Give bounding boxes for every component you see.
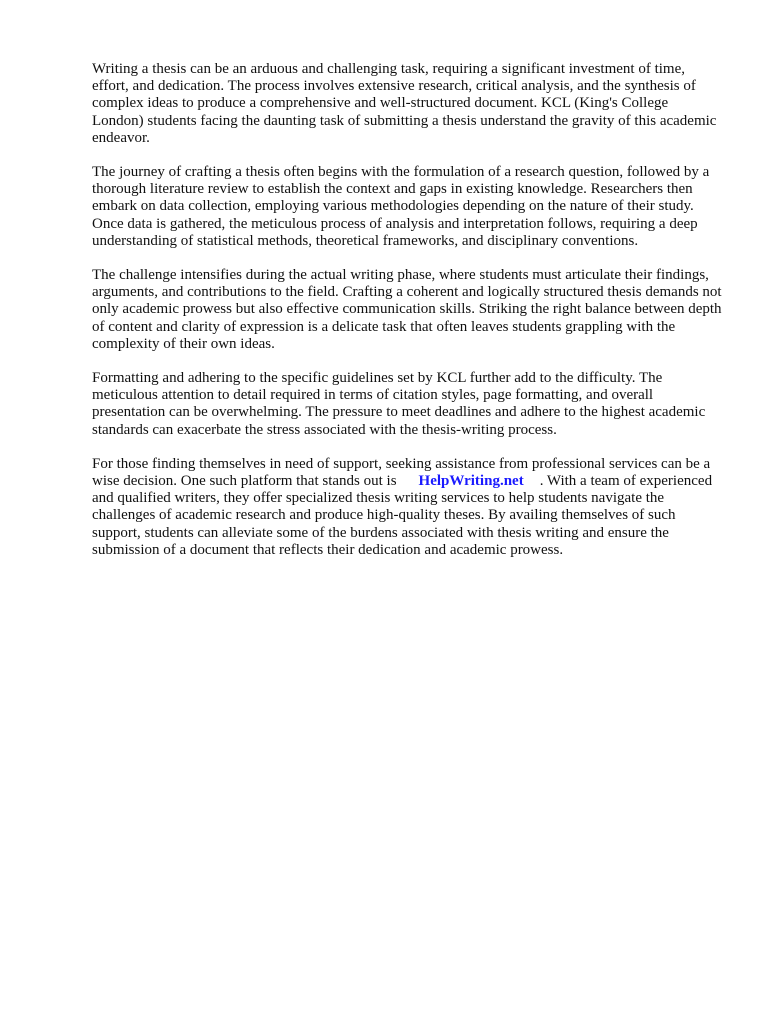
paragraph-journey: The journey of crafting a thesis often begins with the formulation of a research question, followed by a thorough literature review to establish the context and gaps in existing knowledge. Researchers then embark on data collection, employing various methodologies depending on the nature of their study. Once data is gathered, the meticulous process of analysis and interpretation follows, requiring a deep understanding of statistical methods, theoretical frameworks, and disciplinary conventions. [92,164,710,249]
support-text-after-link: . With a team of experienced and qualified writers, they offer specialized thesis writing services to help students navigate the challenges of academic research and produce high-quality theses. By availing themselves of such support, students can alleviate some of the burdens associated with thesis writing and ensure the submission of a document that reflects their dedication and academic prowess. [92,473,713,558]
support-text-before-link: For those finding themselves in need of support, seeking assistance from professional services can be a wise decision. One such platform that stands out is [92,455,711,490]
paragraph-formatting: Formatting and adhering to the specific guidelines set by KCL further add to the difficulty. The meticulous attention to detail required in terms of citation styles, page formatting, and overall presentation can be overwhelming. The pressure to meet deadlines and adhere to the highest academic standards can exacerbate the stress associated with the thesis-writing process. [92,370,706,438]
paragraph-challenge: The challenge intensifies during the actual writing phase, where students must articulate their findings, arguments, and contributions to the field. Crafting a coherent and logically structured thesis demands not only academic prowess but also effective communication skills. Striking the right balance between depth of content and clarity of expression is a delicate task that often leaves students grappling with the complexity of their own ideas. [92,267,722,352]
paragraph-intro: Writing a thesis can be an arduous and challenging task, requiring a significant investment of time, effort, and dedication. The process involves extensive research, critical analysis, and the synthesis of complex ideas to produce a comprehensive and well-structured document. KCL (King's College London) students facing the daunting task of submitting a thesis understand the gravity of this academic endeavor. [92,61,717,146]
helpwriting-link[interactable]: HelpWriting.net [418,473,524,490]
document-page [92,61,722,576]
paragraph-support [92,456,722,559]
